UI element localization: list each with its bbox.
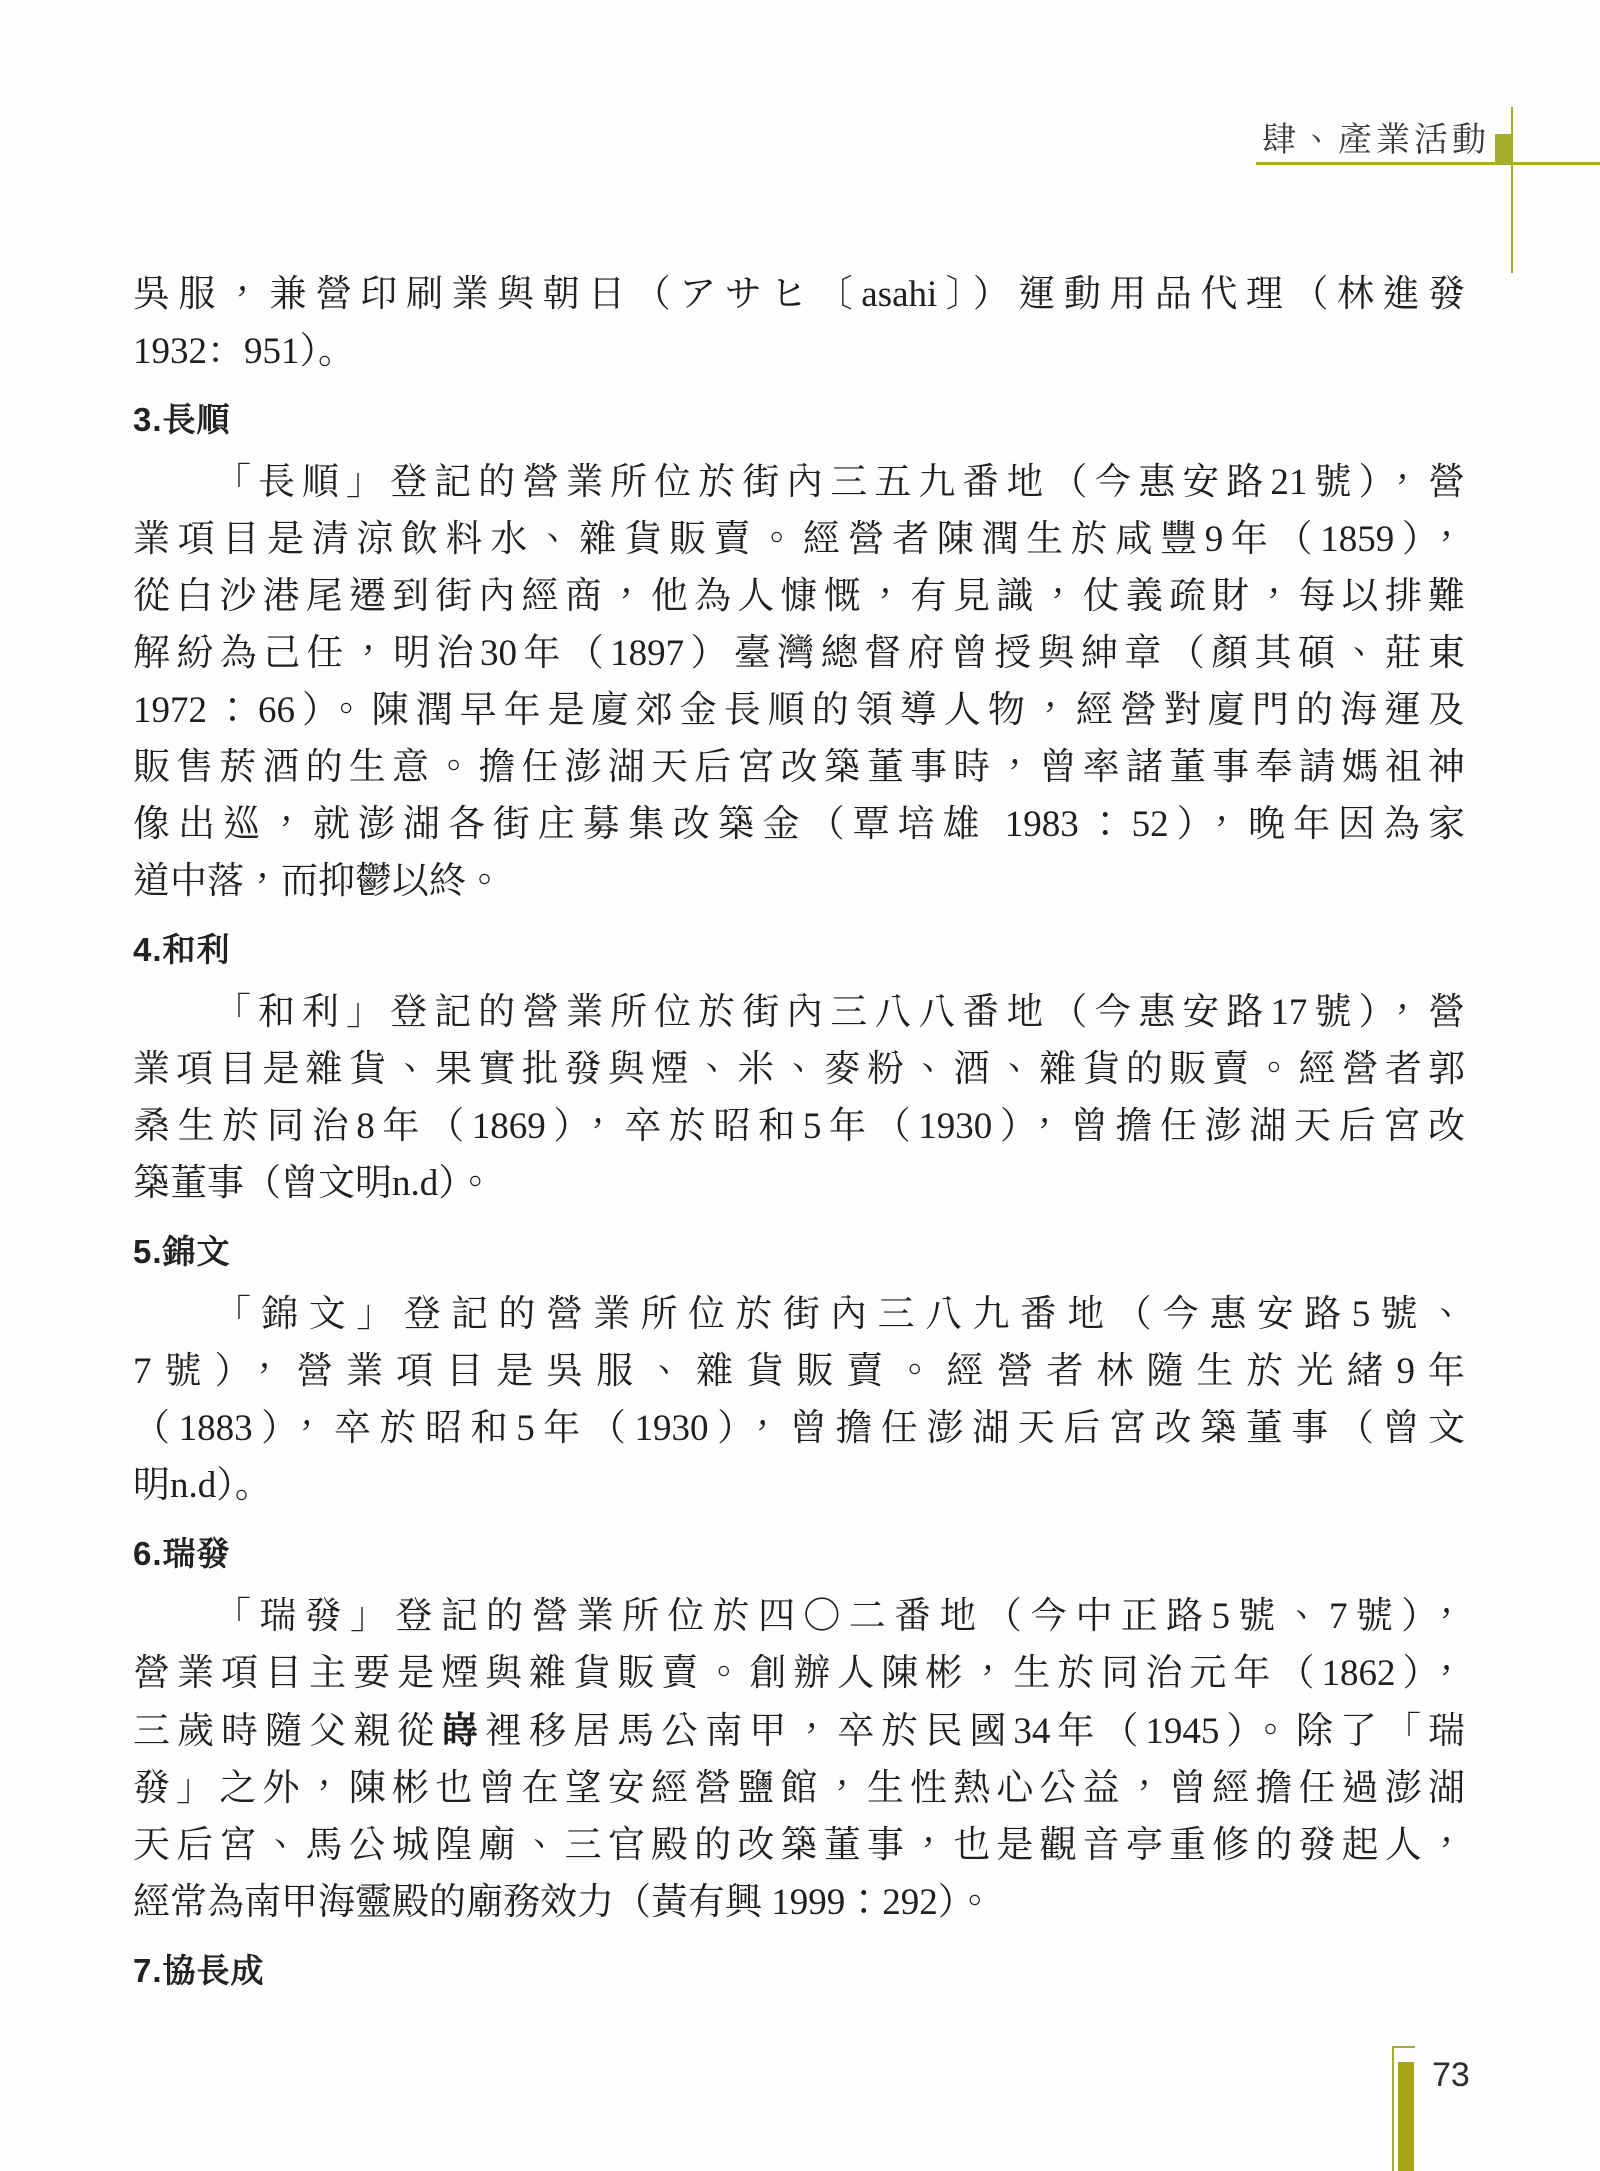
section-heading-jinwen: 5.錦文 [133, 1233, 231, 1270]
text-line: 業項目是清涼飲料水、雜貨販賣。經營者陳潤生於咸豐9年（1859）， [133, 519, 1465, 560]
text-line: 明n.d）。 [133, 1465, 272, 1506]
text-line: 1932：951）。 [133, 331, 355, 372]
section-heading-heli: 4.和利 [133, 931, 231, 968]
continued-paragraph [133, 266, 1465, 380]
page-body [133, 266, 1465, 2005]
header-horizontal-rule [1256, 162, 1600, 165]
text-line: 7號），營業項目是吳服、雜貨販賣。經營者林隨生於光緒9年 [133, 1351, 1465, 1392]
text-line: 桑生於同治8年（1869），卒於昭和5年（1930），曾擔任澎湖天后宮改 [133, 1106, 1465, 1147]
text-line: 販售菸酒的生意。擔任澎湖天后宮改築董事時，曾率諸董事奉請媽祖神 [133, 747, 1465, 788]
header-vertical-rule [1511, 107, 1513, 273]
text-line: 營業項目主要是煙與雜貨販賣。創辦人陳彬，生於同治元年（1862）， [133, 1653, 1465, 1694]
text-line: 業項目是雜貨、果實批發與煙、米、麥粉、酒、雜貨的販賣。經營者郭 [133, 1049, 1465, 1090]
text-line: 1972：66）。陳潤早年是廈郊金長順的領導人物，經營對廈門的海運及 [133, 690, 1465, 731]
footer-vertical-rule [1392, 2046, 1394, 2171]
header-accent-square [1495, 134, 1512, 164]
text-line: 「長順」登記的營業所位於街內三五九番地（今惠安路21號），營 [214, 462, 1465, 503]
text-line: 道中落，而抑鬱以終。 [133, 861, 503, 902]
text-line: 從白沙港尾遷到街內經商，他為人慷慨，有見識，仗義疏財，每以排難 [133, 576, 1465, 617]
text-line: 解紛為己任，明治30年（1897）臺灣總督府曾授與紳章（顏其碩、莊東 [133, 633, 1465, 674]
text-line: 「錦文」登記的營業所位於街內三八九番地（今惠安路5號、 [214, 1294, 1465, 1335]
footer-accent-bar [1398, 2062, 1414, 2171]
section-paragraph-ruifa [133, 1588, 1465, 1931]
text-line [133, 1702, 1465, 1760]
section-heading-xiechangcheng: 7.協長成 [133, 1952, 265, 1989]
bold-character: 嵵 [441, 1710, 486, 1751]
text-line: 像出巡，就澎湖各街庄募集改築金（覃培雄 1983：52），晚年因為家 [133, 804, 1465, 845]
page-number: 73 [1432, 2056, 1470, 2094]
text-line: 築董事（曾文明n.d）。 [133, 1163, 494, 1204]
section-heading-changshun: 3.長順 [133, 401, 231, 438]
text-segment: 三歲時隨父親從 [133, 1711, 442, 1752]
text-line: 發」之外，陳彬也曾在望安經營鹽館，生性熱心公益，曾經擔任過澎湖 [133, 1768, 1465, 1809]
text-line: 「和利」登記的營業所位於街內三八八番地（今惠安路17號），營 [214, 992, 1465, 1033]
text-line: 「瑞發」登記的營業所位於四〇二番地（今中正路5號、7號）， [214, 1596, 1465, 1637]
section-paragraph-heli [133, 984, 1465, 1212]
text-line: 吳服，兼營印刷業與朝日（アサヒ〔asahi〕）運動用品代理（林進發 [133, 274, 1465, 315]
section-paragraph-changshun [133, 454, 1465, 910]
text-line: 天后宮、馬公城隍廟、三官殿的改築董事，也是觀音亭重修的發起人， [133, 1825, 1465, 1866]
text-line: （1883），卒於昭和5年（1930），曾擔任澎湖天后宮改築董事（曾文 [133, 1408, 1465, 1449]
text-line: 經常為南甲海靈殿的廟務效力（黃有興 1999：292）。 [133, 1882, 994, 1923]
text-segment: 裡移居馬公南甲，卒於民國34年（1945）。除了「瑞 [485, 1711, 1466, 1752]
footer-horizontal-rule [1392, 2046, 1415, 2048]
section-paragraph-jinwen [133, 1286, 1465, 1514]
section-heading-ruifa: 6.瑞發 [133, 1535, 231, 1572]
running-head-title: 肆、產業活動 [1262, 122, 1490, 159]
